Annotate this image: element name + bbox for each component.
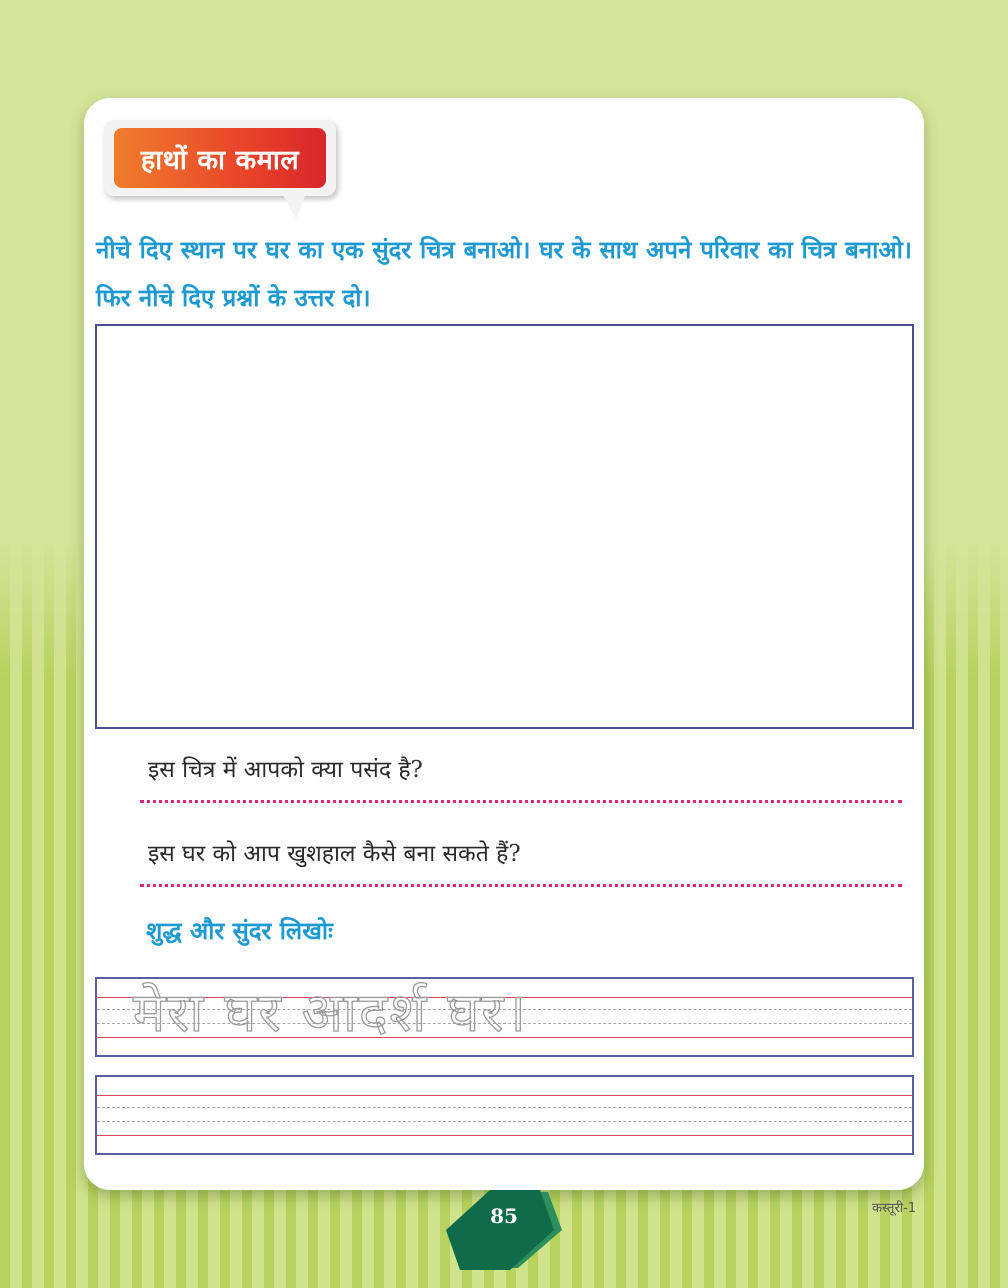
writing-guide-line: [97, 1095, 912, 1096]
activity-banner: [104, 120, 336, 196]
book-label: कस्तूरी-1: [872, 1201, 917, 1216]
trace-sentence: मेरा घर आदर्श घर।: [133, 981, 528, 1044]
page-number-badge-icon: [446, 1186, 564, 1274]
question-2: इस घर को आप खुशहाल कैसे बना सकते हैं?: [148, 841, 521, 867]
page-number: 85: [490, 1204, 518, 1228]
handwriting-heading: शुद्ध और सुंदर लिखोः: [146, 917, 333, 945]
banner-label-box: [114, 128, 326, 188]
drawing-area[interactable]: [95, 324, 914, 729]
writing-guide-line: [97, 1135, 912, 1136]
writing-guide-line: [97, 1107, 912, 1108]
tracing-line-box[interactable]: [95, 977, 914, 1057]
banner-speech-tail: [282, 193, 306, 219]
question-1: इस चित्र में आपको क्या पसंद है?: [148, 757, 423, 783]
activity-title: हाथों का कमाल: [140, 144, 300, 176]
answer-line-2[interactable]: [140, 884, 902, 887]
practice-line-box[interactable]: [95, 1075, 914, 1155]
answer-line-1[interactable]: [140, 800, 902, 803]
writing-guide-line: [97, 1121, 912, 1122]
activity-instruction: नीचे दिए स्थान पर घर का एक सुंदर चित्र बनाओ। घर के साथ अपने परिवार का चित्र बनाओ। फिर नीचे दिए प्रश्नों के उत्तर दो।: [96, 236, 912, 312]
